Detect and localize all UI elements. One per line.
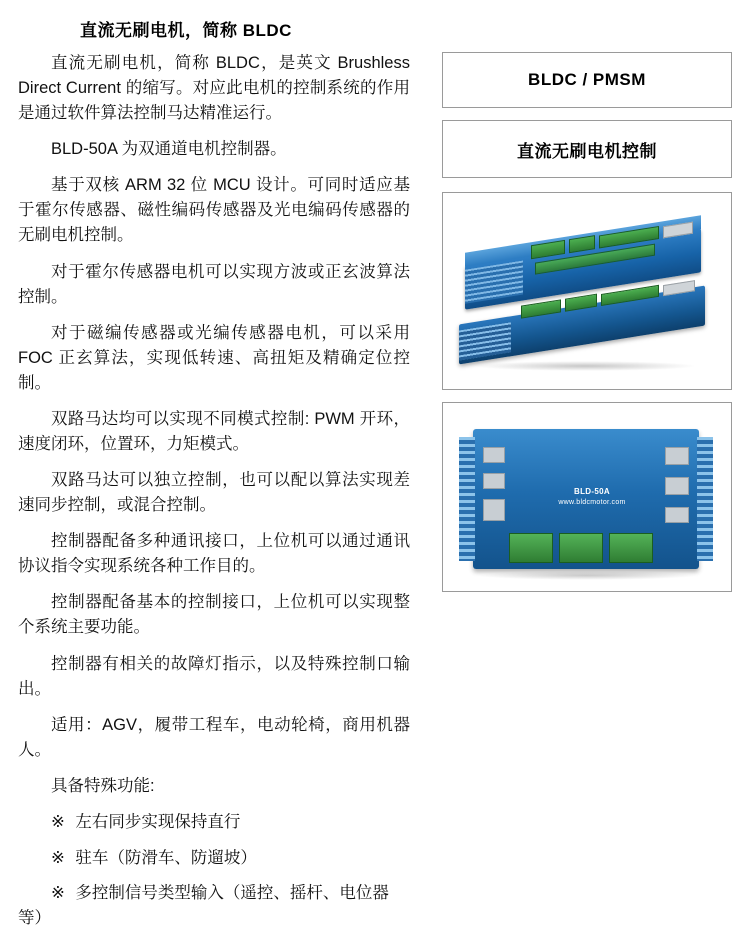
- silkscreen-model: BLD-50A: [574, 487, 610, 496]
- product-photo-stacked-controllers: [442, 192, 732, 390]
- product-illustration: [443, 403, 731, 591]
- heatsink-fins-icon: [697, 437, 713, 561]
- sidebar-label-text: BLDC / PMSM: [528, 70, 646, 89]
- paragraph: 具备特殊功能:: [51, 776, 155, 795]
- product-photo-single-controller: [442, 402, 732, 592]
- bullet-mark-icon: ※: [51, 884, 65, 903]
- sidebar-label-bldc-control: [442, 120, 732, 178]
- paragraph: 控制器配备多种通讯接口，上位机可以通过通讯协议指令实现系统各种工作目的。: [18, 532, 410, 576]
- body-text-column: [18, 51, 410, 931]
- product-illustration: [443, 193, 731, 389]
- drop-shadow: [477, 571, 697, 580]
- list-item: [18, 810, 410, 835]
- paragraph: 直流无刷电机，简称 BLDC，是英文 Brushless Direct Current 的缩写。对应此电机的控制系统的作用是通过软件算法控制马达精准运行。: [18, 54, 410, 123]
- grey-connector: [665, 447, 689, 465]
- paragraph: 适用：AGV，履带工程车，电动轮椅，商用机器人。: [18, 715, 410, 759]
- bullet-mark-icon: ※: [51, 812, 65, 831]
- sidebar: [442, 52, 732, 604]
- green-terminal-block: [521, 299, 561, 318]
- grey-connector: [483, 473, 505, 489]
- grey-connector: [665, 477, 689, 495]
- green-terminal-block: [559, 533, 603, 563]
- list-item-label: 多控制信号类型输入（遥控、摇杆、电位器等）: [18, 884, 389, 928]
- paragraph: BLD-50A 为双通道电机控制器。: [51, 140, 287, 159]
- paragraph: 双路马达均可以实现不同模式控制: PWM 开环，速度闭环，位置环，力矩模式。: [18, 409, 410, 454]
- green-terminal-block: [569, 235, 595, 253]
- green-terminal-block: [609, 533, 653, 563]
- heatsink-fins-icon: [459, 437, 475, 561]
- heatsink-fins-icon: [459, 322, 511, 360]
- grey-connector: [483, 447, 505, 463]
- paragraph: 控制器配备基本的控制接口，上位机可以实现整个系统主要功能。: [18, 593, 410, 637]
- bullet-mark-icon: ※: [51, 848, 65, 867]
- heatsink-fins-icon: [465, 261, 523, 304]
- list-item-label: 驻车（防滑车、防遛坡）: [75, 848, 257, 867]
- list-item: [18, 846, 410, 871]
- paragraph: 控制器有相关的故障灯指示，以及特殊控制口输出。: [18, 654, 410, 698]
- controller-board: [473, 429, 699, 569]
- paragraph: 对于磁编传感器或光编传感器电机，可以采用 FOC 正玄算法，实现低转速、高扭矩及精确定位控制。: [18, 323, 410, 392]
- paragraph: 基于双核 ARM 32 位 MCU 设计。可同时适应基于霍尔传感器、磁性编码传感器及光电编码传感器的无刷电机控制。: [18, 176, 410, 245]
- green-terminal-block: [509, 533, 553, 563]
- silkscreen-text: [557, 487, 627, 507]
- drop-shadow: [473, 361, 697, 371]
- green-terminal-block: [565, 294, 597, 312]
- grey-connector: [483, 499, 505, 521]
- list-item-label: 左右同步实现保持直行: [75, 812, 241, 831]
- paragraph: 双路马达可以独立控制，也可以配以算法实现差速同步控制，或混合控制。: [18, 471, 410, 515]
- green-terminal-block: [601, 285, 659, 306]
- list-item: [18, 881, 410, 931]
- sidebar-label-text: 直流无刷电机控制: [517, 141, 657, 161]
- paragraph: 对于霍尔传感器电机可以实现方波或正玄波算法控制。: [18, 262, 410, 306]
- sidebar-label-bldc-pmsm: [442, 52, 732, 108]
- page-title: 直流无刷电机，简称 BLDC: [80, 21, 292, 40]
- silkscreen-site: www.bldcmotor.com: [558, 498, 626, 506]
- grey-connector: [663, 280, 695, 296]
- grey-connector: [665, 507, 689, 523]
